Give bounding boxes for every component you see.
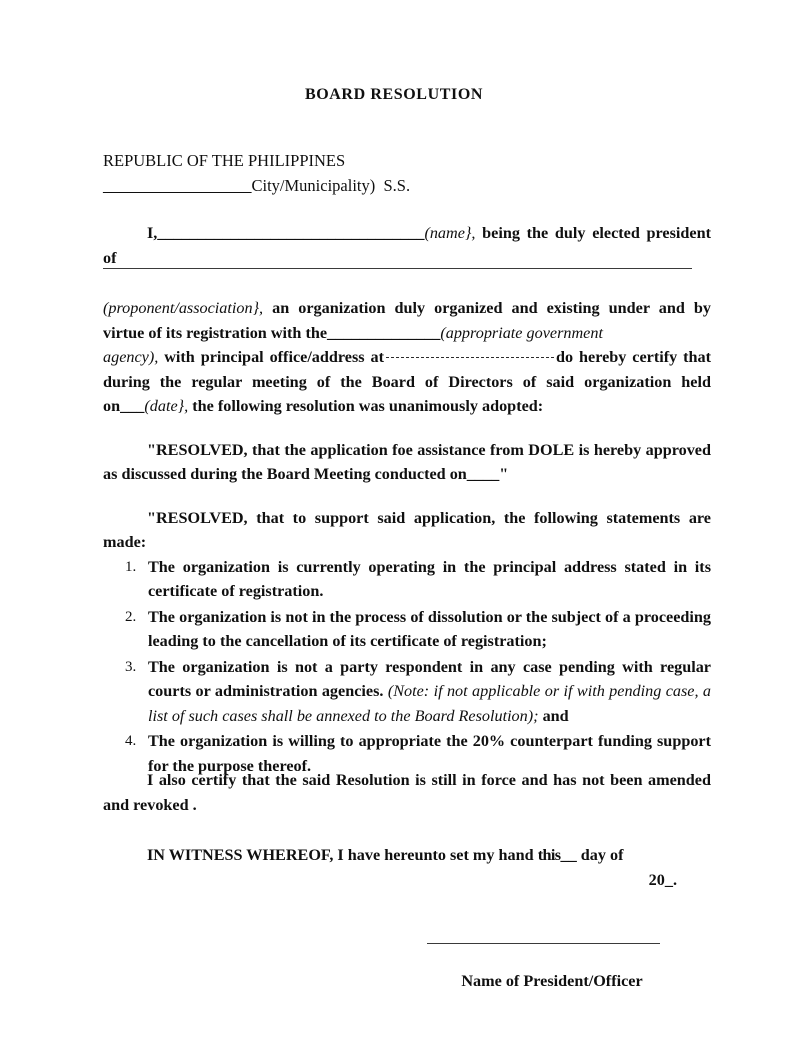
intro-paragraph-3 <box>103 345 711 419</box>
appropriate-government-tag: (appropriate government <box>440 323 603 342</box>
resolution-1-text: "RESOLVED, that the application foe assistance from DOLE is hereby approved as discussed during the Board Meeting conducted on <box>103 440 711 483</box>
list-item-text: The organization is currently operating in the principal address stated in its certificate of registration. <box>148 557 711 600</box>
list-item-text: The organization is not in the process of dissolution or the subject of a proceeding leading to the cancellation of its certificate of registration; <box>148 607 711 650</box>
name-blank-field[interactable]: _________________________________ <box>157 224 425 242</box>
intro-after-address: do hereby certify that during the regular meeting of the Board of Directors of said organization held on <box>103 348 712 415</box>
resolution-1-close-quote: " <box>499 465 509 483</box>
address-dashed-blank[interactable] <box>386 357 554 358</box>
address-text: with principal office/address at <box>158 348 384 366</box>
witness-year-line: 20_. <box>648 870 677 889</box>
i-label: I, <box>147 224 158 242</box>
witness-prefix: IN WITNESS WHEREOF, I have hereunto set my hand <box>147 846 538 864</box>
witness-this-word: this <box>537 846 561 864</box>
certify-paragraph: I also certify that the said Resolution is still in force and has not been amended and revoked . <box>103 771 711 814</box>
resolution-1-blank-field[interactable]: ____ <box>466 465 500 483</box>
signature-caption: Name of President/Officer <box>461 972 643 990</box>
resolution-paragraph-1 <box>103 438 711 487</box>
list-item-text: The organization is not a party respondent in any case pending with regular courts or administration agencies. <box>148 657 711 700</box>
republic-heading <box>103 148 713 198</box>
city-municipality-line <box>103 173 713 198</box>
list-item-number: 1. <box>125 558 137 575</box>
spacer-before-witness <box>103 817 711 843</box>
witness-paragraph <box>103 843 711 868</box>
republic-line: REPUBLIC OF THE PHILIPPINES <box>103 151 346 170</box>
witness-day-blank-field[interactable]: __ <box>560 846 577 864</box>
city-blank-field[interactable]: __________________ <box>103 176 252 195</box>
page-title: BOARD RESOLUTION <box>304 86 484 103</box>
witness-suffix: day of <box>576 846 624 864</box>
list-item <box>103 655 711 729</box>
closing-block <box>103 768 711 892</box>
spacer-before-resolution-2 <box>103 487 711 506</box>
intro-after-proponent: an organization duly organized and existing under and by virtue of its registration with the <box>103 299 711 342</box>
document-body <box>103 221 711 779</box>
list-item-text: The organization is willing to appropriate the 20% counterpart funding support for the purpose thereof. <box>148 732 711 775</box>
list-item-tail: and <box>538 706 569 725</box>
date-blank-field[interactable]: ___ <box>120 397 145 415</box>
list-item-number: 4. <box>125 733 137 749</box>
list-item-note: (Note: if not applicable or if with pending case, a list of such cases shall be annexed to the Board Resolution); <box>148 682 711 725</box>
list-item-number: 2. <box>125 608 137 625</box>
resolution-paragraph-2: "RESOLVED, that to support said application, the following statements are made: <box>103 508 711 551</box>
city-municipality-label: City/Municipality) S.S. <box>251 176 411 195</box>
intro-paragraph-1 <box>103 221 711 270</box>
statements-list <box>103 555 711 779</box>
agency-tag: agency), <box>103 348 159 366</box>
list-item <box>103 555 711 604</box>
intro-after-date: the following resolution was unanimously adopted: <box>188 397 544 415</box>
proponent-tag: (proponent/association}, <box>103 299 264 317</box>
president-of-rule <box>103 268 692 269</box>
intro-after-name: being the duly elected president of <box>103 224 711 267</box>
intro-paragraph-2 <box>103 296 711 345</box>
list-item-number: 3. <box>125 658 137 675</box>
spacer-before-resolution-1 <box>103 419 711 438</box>
list-item <box>103 605 711 654</box>
date-tag: (date}, <box>144 397 189 415</box>
registration-blank-field[interactable]: ______________ <box>327 323 441 342</box>
name-tag: (name}, <box>424 224 476 242</box>
signature-line[interactable] <box>427 943 660 944</box>
spacer-rule-gap <box>103 270 711 296</box>
